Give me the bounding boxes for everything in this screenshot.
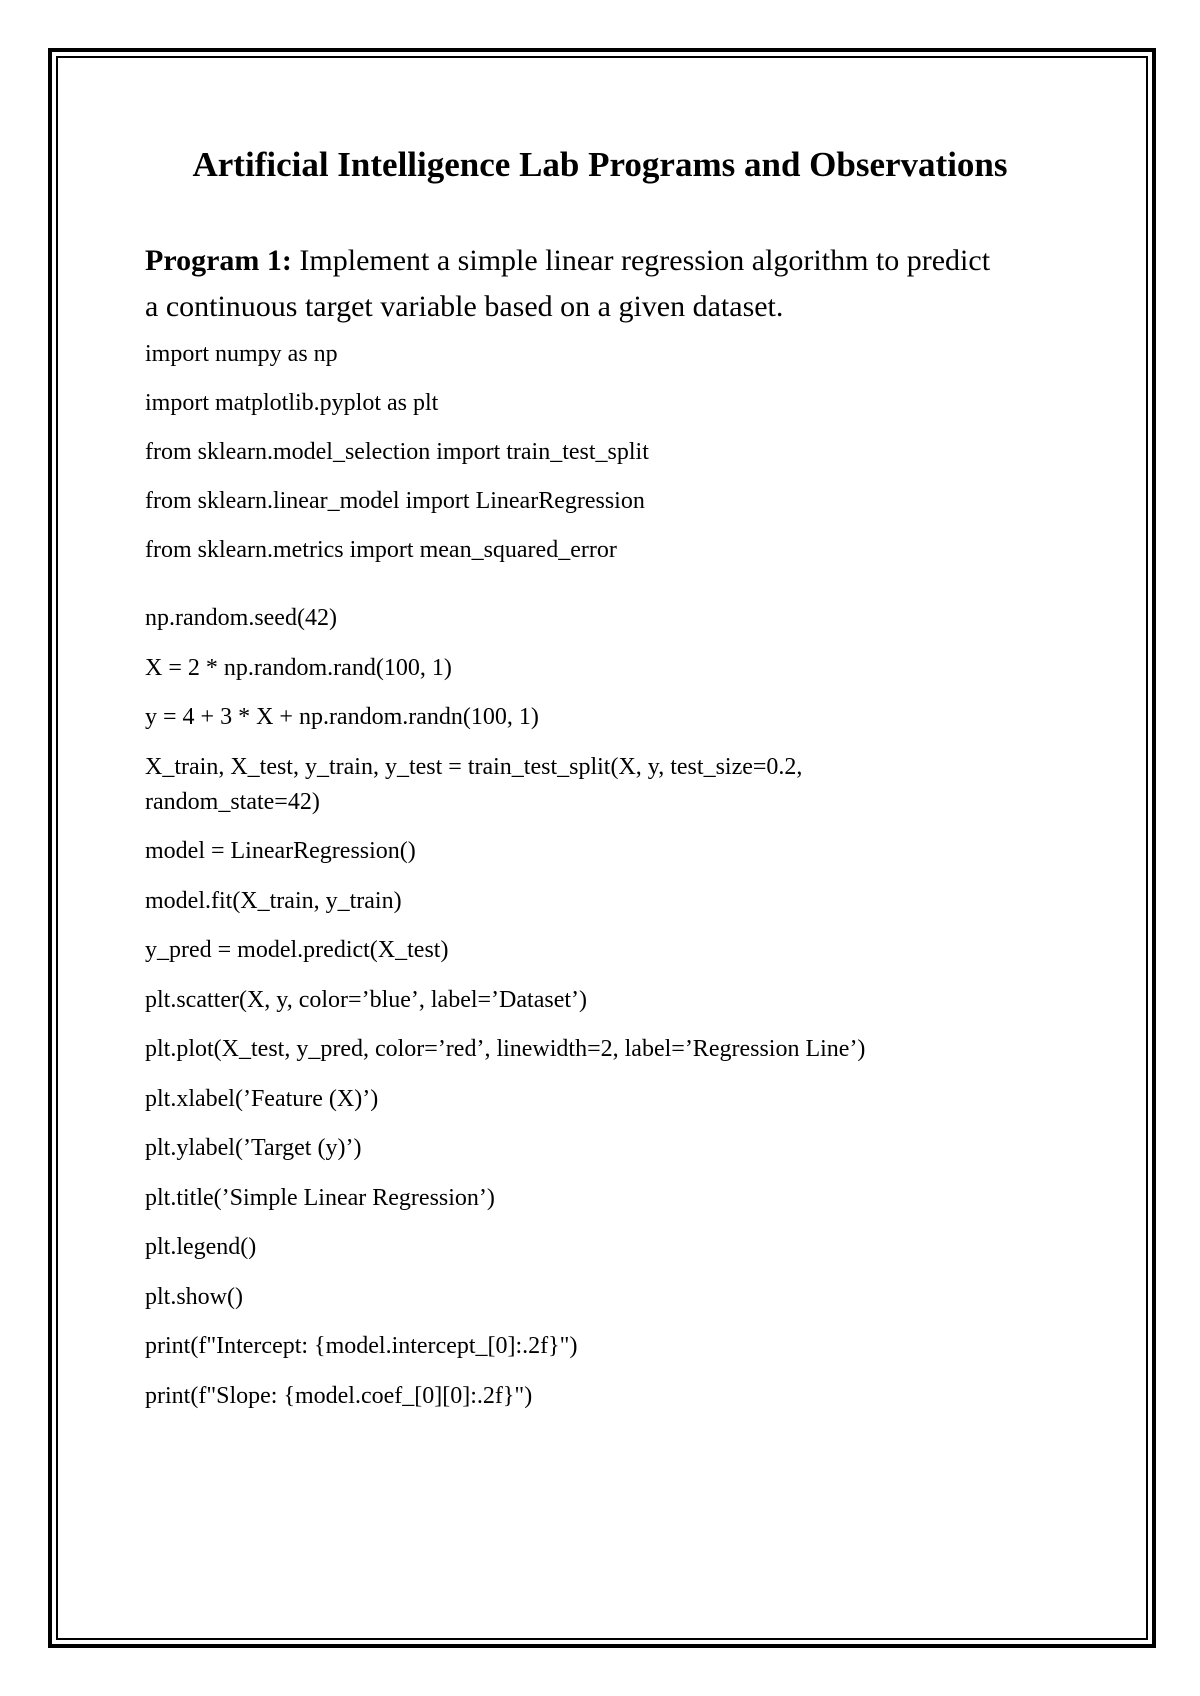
code-line-import-linear-regression: from sklearn.linear_model import LinearRegression: [145, 488, 645, 514]
program-description-line2: a continuous target variable based on a given dataset.: [145, 290, 784, 323]
code-line-split: X_train, X_test, y_train, y_test = train_test_split(X, y, test_size=0.2,: [145, 754, 803, 780]
code-line-ylabel: plt.ylabel(’Target (y)’): [145, 1135, 362, 1161]
code-line-xlabel: plt.xlabel(’Feature (X)’): [145, 1086, 379, 1112]
code-line-import-matplotlib: import matplotlib.pyplot as plt: [145, 390, 439, 416]
program-description: [145, 238, 1085, 330]
code-line-plot: plt.plot(X_test, y_pred, color=’red’, linewidth=2, label=’Regression Line’): [145, 1036, 866, 1062]
code-line-import-numpy: import numpy as np: [145, 341, 338, 367]
code-line-split-cont: random_state=42): [145, 789, 320, 815]
code-line-print-slope: print(f"Slope: {model.coef_[0][0]:.2f}"): [145, 1383, 533, 1409]
code-line-random-seed: np.random.seed(42): [145, 605, 337, 631]
code-line-print-intercept: print(f"Intercept: {model.intercept_[0]:.2f}"): [145, 1333, 578, 1359]
program-description-line1: Implement a simple linear regression algorithm to predict: [291, 244, 991, 277]
document-title: Artificial Intelligence Lab Programs and Observations: [192, 145, 1008, 184]
code-line-x-assign: X = 2 * np.random.rand(100, 1): [145, 655, 452, 681]
code-line-legend: plt.legend(): [145, 1234, 257, 1260]
code-line-import-train-test-split: from sklearn.model_selection import train_test_split: [145, 439, 649, 465]
code-line-model-fit: model.fit(X_train, y_train): [145, 888, 402, 914]
code-line-predict: y_pred = model.predict(X_test): [145, 937, 449, 963]
code-line-title: plt.title(’Simple Linear Regression’): [145, 1185, 495, 1211]
code-line-y-assign: y = 4 + 3 * X + np.random.randn(100, 1): [145, 704, 539, 730]
program-label: Program 1:: [145, 244, 292, 277]
code-line-show: plt.show(): [145, 1284, 243, 1310]
code-line-model-init: model = LinearRegression(): [145, 838, 416, 864]
code-line-scatter: plt.scatter(X, y, color=’blue’, label=’Dataset’): [145, 987, 587, 1013]
code-line-import-mse: from sklearn.metrics import mean_squared_error: [145, 537, 617, 563]
